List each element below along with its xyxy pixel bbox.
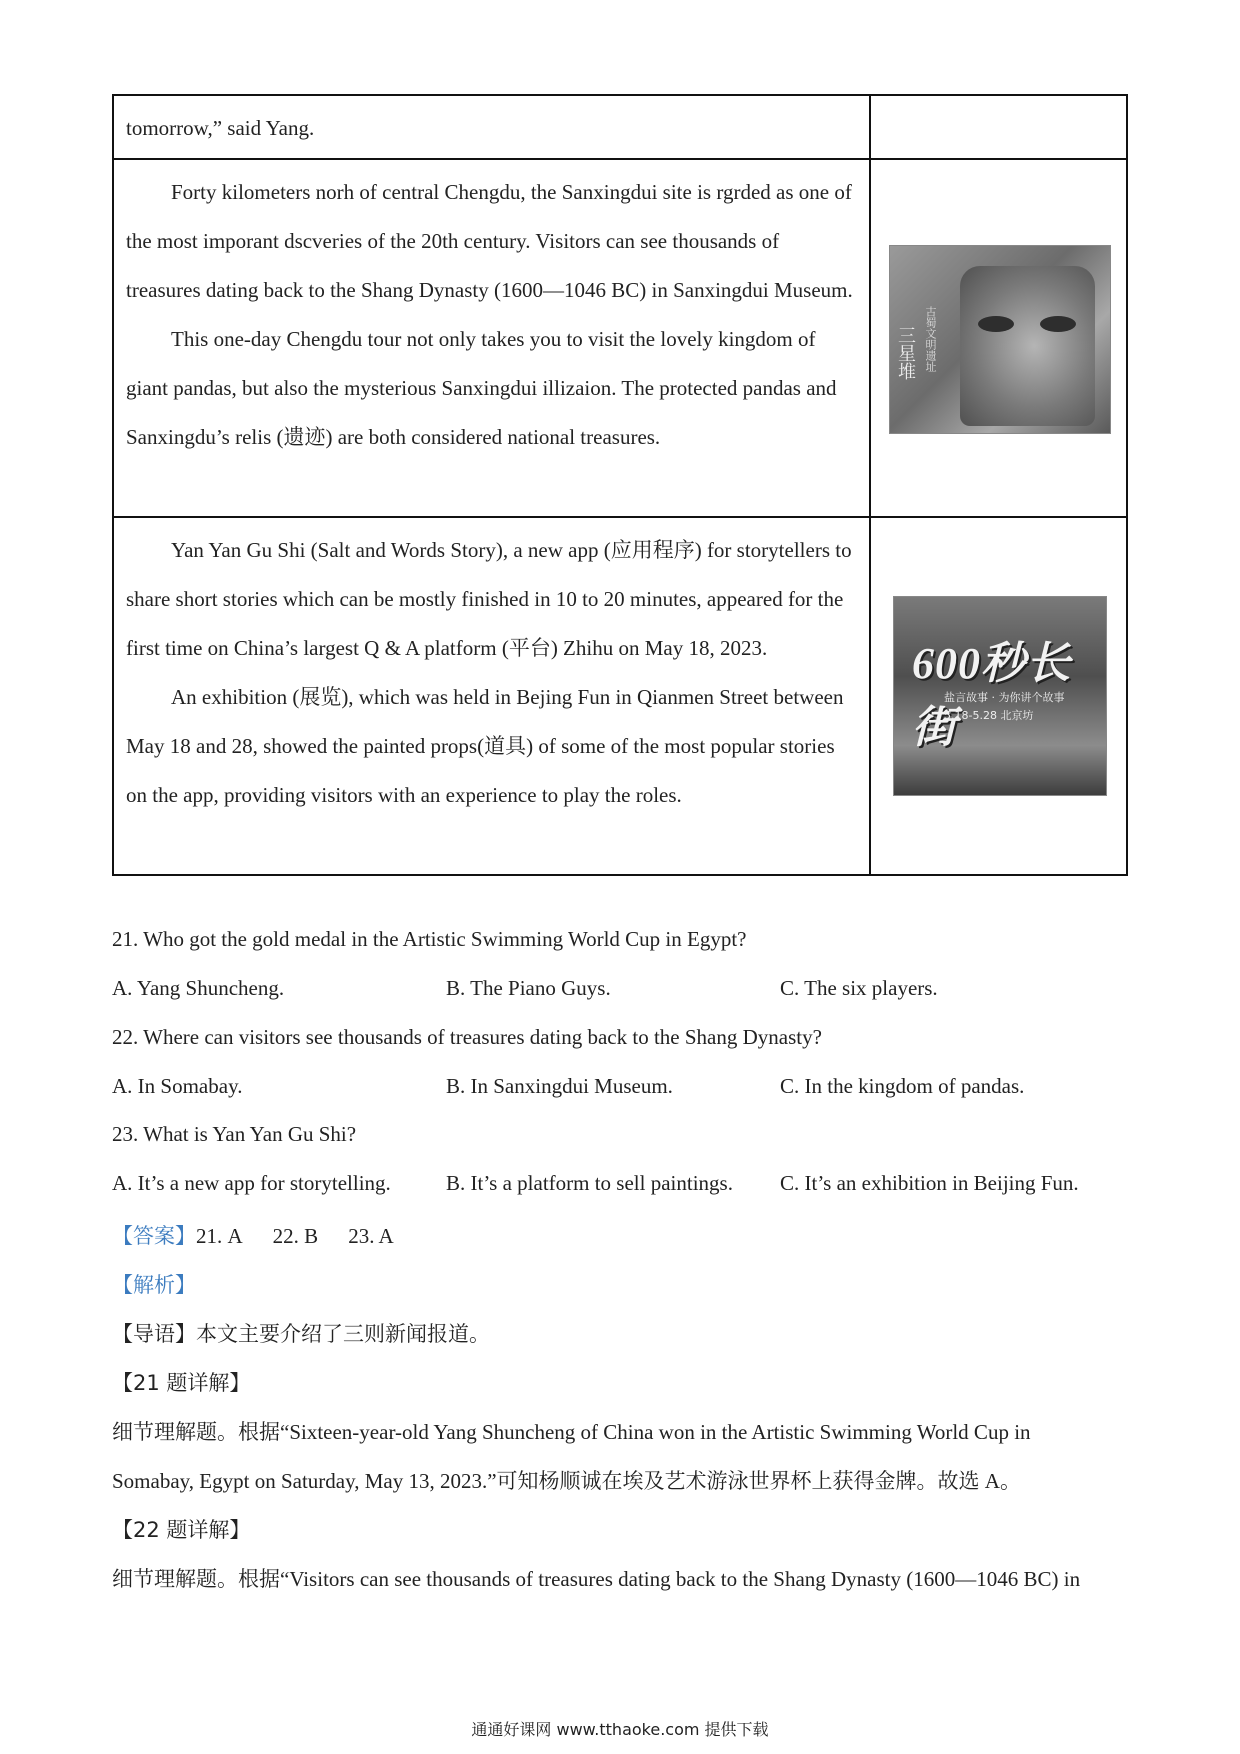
detail-22-line-1: 细节理解题。根据“Visitors can see thousands of treasures dating back to the Shang Dynasty (1600—1046 BC) in <box>112 1567 1081 1591</box>
analysis-label: 【解析】 <box>112 1273 196 1297</box>
question-22: 22. Where can visitors see thousands of treasures dating back to the Shang Dynasty? <box>112 1025 822 1049</box>
option-21-a: A. Yang Shuncheng. <box>112 976 285 1000</box>
passage-line: tomorrow,” said Yang. <box>126 116 315 140</box>
option-23-a: A. It’s a new app for storytelling. <box>112 1171 391 1195</box>
photo-caption: 三星堆 <box>895 326 916 380</box>
sanxingdui-mask-photo <box>889 245 1111 434</box>
passage-table <box>112 94 1128 876</box>
answer-item: 22. B <box>272 1224 319 1248</box>
detail-21-line-1: 细节理解题。根据“Sixteen-year-old Yang Shuncheng of China won in the Artistic Swimming World Cup in <box>112 1420 1031 1444</box>
exhibition-poster-photo <box>893 596 1107 796</box>
app-paragraph-1: Yan Yan Gu Shi (Salt and Words Story), a new app (应用程序) for storytellers to share short stories which can be mostly finished in 10 to 20 minutes, appeared for the first time on China’s largest Q & A platform (平台) Zhihu on May 18, 2023. <box>126 538 852 660</box>
option-22-b: B. In Sanxingdui Museum. <box>446 1074 673 1098</box>
table-cell-image <box>870 159 1127 517</box>
table-cell-text <box>113 95 870 159</box>
answer-line <box>112 1220 424 1250</box>
answer-item: 21. A <box>196 1224 243 1248</box>
table-cell-empty <box>870 95 1127 159</box>
option-23-b: B. It’s a platform to sell paintings. <box>446 1171 733 1195</box>
mask-eye <box>978 316 1014 332</box>
poster-dates: 5.18-5.28 北京坊 <box>944 709 1034 722</box>
bronze-mask-shape <box>960 266 1095 426</box>
option-22-c: C. In the kingdom of pandas. <box>780 1074 1025 1098</box>
sanxingdui-paragraph-1: Forty kilometers norh of central Chengdu, the Sanxingdui site is rgrded as one of the most imporant dscveries of the 20th century. Visitors can see thousands of treasures dating back to the Shang Dynasty (1600—1046 BC) in Sanxingdui Museum. <box>126 180 853 302</box>
intro-text: 【导语】本文主要介绍了三则新闻报道。 <box>112 1322 490 1346</box>
question-21: 21. Who got the gold medal in the Artistic Swimming World Cup in Egypt? <box>112 927 747 951</box>
page-footer: 通通好课网 www.tthaoke.com 提供下载 <box>471 1720 769 1739</box>
answer-label: 【答案】 <box>112 1224 196 1248</box>
mask-eye <box>1040 316 1076 332</box>
question-23: 23. What is Yan Yan Gu Shi? <box>112 1122 357 1146</box>
table-row <box>113 95 1127 159</box>
option-22-a: A. In Somabay. <box>112 1074 243 1098</box>
detail-21-line-2: Somabay, Egypt on Saturday, May 13, 2023.”可知杨顺诚在埃及艺术游泳世界杯上获得金牌。故选 A。 <box>112 1469 1021 1493</box>
table-cell-text <box>113 517 870 875</box>
detail-22-label: 【22 题详解】 <box>112 1518 251 1542</box>
option-23-c: C. It’s an exhibition in Beijing Fun. <box>780 1171 1079 1195</box>
photo-caption-small: 古蜀文明遗址 <box>924 306 937 372</box>
table-cell-image <box>870 517 1127 875</box>
answer-item: 23. A <box>348 1224 394 1248</box>
poster-subtitle: 盐言故事 · 为你讲个故事 <box>944 691 1065 704</box>
option-21-c: C. The six players. <box>780 976 938 1000</box>
app-paragraph-2: An exhibition (展览), which was held in Bejing Fun in Qianmen Street between May 18 and 28, showed the painted props(道具) of some of the most popular stories on the app, providing visitors with an experience to play the roles. <box>126 685 844 807</box>
table-row <box>113 159 1127 517</box>
detail-21-label: 【21 题详解】 <box>112 1371 251 1395</box>
poster-title: 600秒长街 <box>912 639 1071 752</box>
table-row <box>113 517 1127 875</box>
table-cell-text <box>113 159 870 517</box>
option-21-b: B. The Piano Guys. <box>446 976 611 1000</box>
sanxingdui-paragraph-2: This one-day Chengdu tour not only takes you to visit the lovely kingdom of giant pandas, but also the mysterious Sanxingdui illizaion. The protected pandas and Sanxingdu’s relis (遗迹) are both considered national treasures. <box>126 327 837 449</box>
